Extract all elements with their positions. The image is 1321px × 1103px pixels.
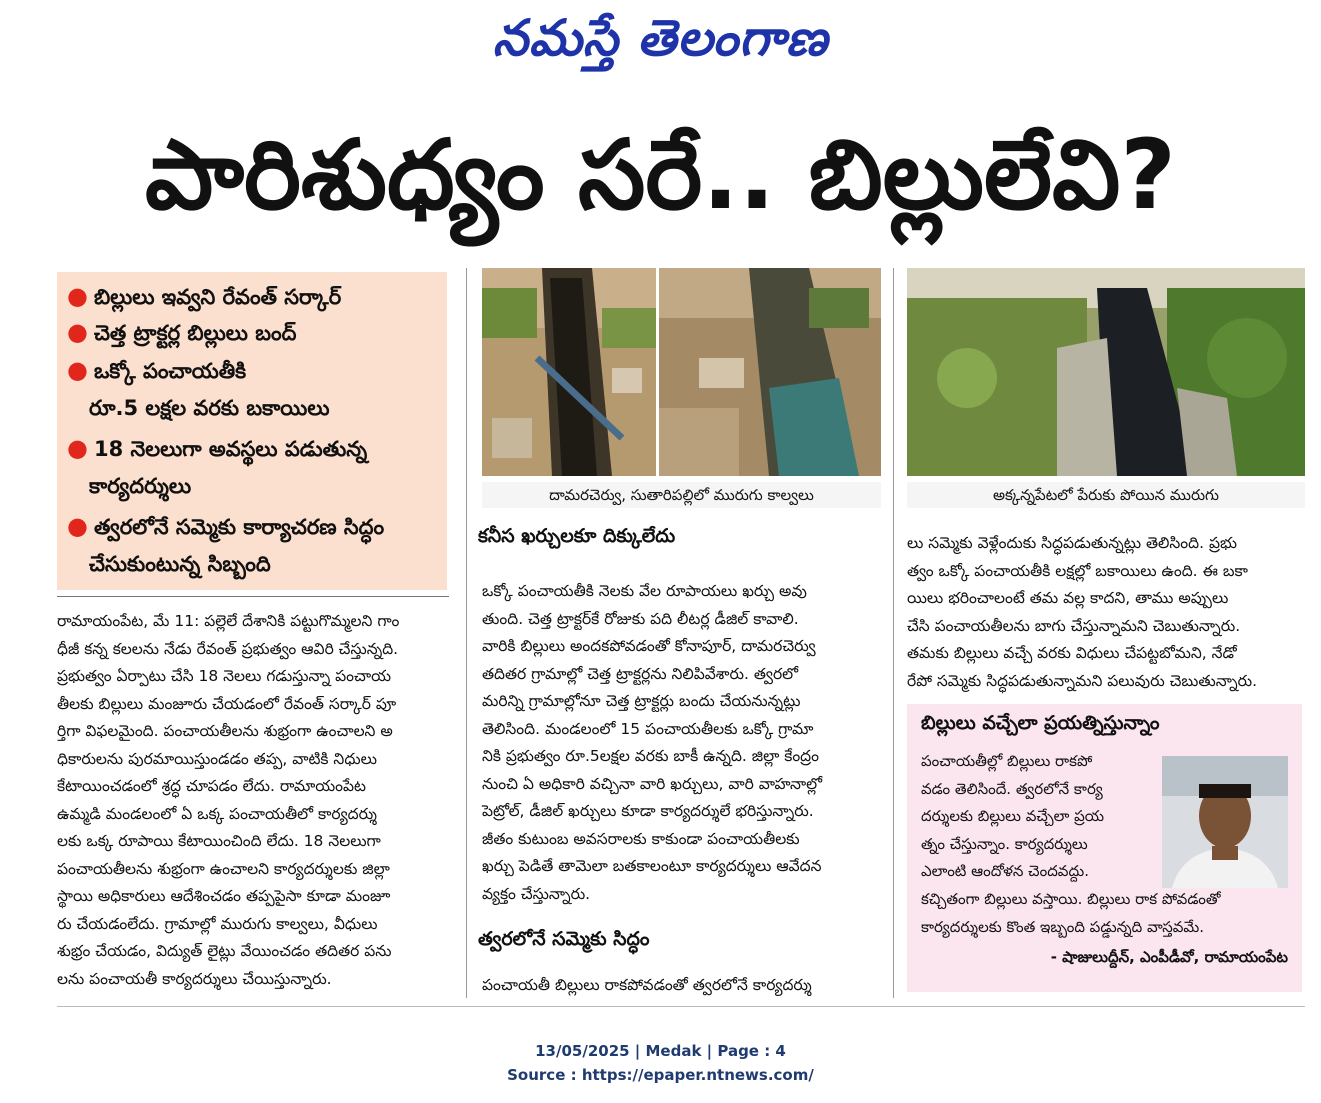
quote-signature: - షాజులుద్దీన్, ఎంపీడీవో, రామాయంపేట: [1050, 948, 1288, 966]
quote-line: పంచాయతీల్లో బిల్లులు రాకపో: [921, 752, 1093, 770]
highlight-item-continued: కార్యదర్శులు: [89, 474, 192, 498]
bullet-icon: ●: [67, 282, 88, 310]
footer-divider: [57, 1006, 1305, 1007]
quote-line: కార్యదర్శులకు కొంత ఇబ్బంది పడ్డున్నది వాస్తవమే.: [921, 917, 1205, 936]
article-column-3: [907, 530, 1302, 695]
paragraph-line: పెట్రోల్, డీజిల్ ఖర్చులు కూడా కార్యదర్శులే భరిస్తున్నారు.: [482, 802, 814, 820]
paragraph-line: తెలిసింది. మండలంలో 15 పంచాయతీలకు ఒక్కో గ్రామా: [482, 719, 814, 738]
highlight-item: [67, 280, 442, 313]
paragraph-line: చేసి పంచాయతీలను బాగు చేస్తున్నామని చెబుతున్నారు.: [907, 616, 1241, 635]
photo-caption-left: దామరచెర్వు, సుతారిపల్లిలో మురుగు కాల్వలు: [482, 482, 881, 508]
paragraph-line: వారికి బిల్లులు అందకపోవడంతో కోనాపూర్, దామరచెర్వు: [482, 637, 816, 655]
divider: [57, 596, 449, 597]
article-headline: పారిశుధ్యం సరే.. బిల్లులేవి?: [145, 119, 1176, 231]
quote-line: దర్శులకు బిల్లులు వచ్చేలా ప్రయ: [921, 807, 1105, 825]
paragraph-line: కేటాయించడంలో శ్రద్ధ చూపడం లేదు. రామాయంపేట: [57, 777, 367, 795]
paragraph-line: లకు ఒక్క రూపాయి కేటాయించింది లేదు. 18 నెలలుగా: [57, 832, 381, 850]
paragraph-line: ఒక్కో పంచాయతీకి నెలకు వేల రూపాయలు ఖర్చు అవు: [482, 582, 807, 600]
highlight-text: ఒక్కో పంచాయతీకి: [93, 359, 247, 383]
paragraph-line: తుంది. చెత్త ట్రాక్టర్‌కే రోజుకు పది లీటర్ల డీజిల్ కావాలి.: [482, 609, 799, 628]
paragraph-line: లు సమ్మెకు వెళ్లేందుకు సిద్ధపడుతున్నట్లు తెలిసింది. ప్రభు: [907, 534, 1237, 552]
highlight-item-continued: రూ.5 లక్షల వరకు బకాయిలు: [89, 396, 330, 420]
section-subheading: త్వరలోనే సమ్మెకు సిద్ధం: [478, 928, 650, 950]
article-column-2-tail: [482, 972, 877, 1000]
highlights-box: [57, 272, 447, 590]
highlight-item: [67, 432, 442, 465]
photo-drain-right: [659, 268, 881, 476]
paragraph-line: తమకు బిల్లులు వచ్చే వరకు విధులు చేపట్టబోమని, నేడో: [907, 644, 1237, 662]
highlight-item-continued: చేసుకుంటున్న సిబ్బంది: [89, 552, 271, 576]
quote-line: వడం తెలిసిందే. త్వరలోనే కార్య: [921, 779, 1103, 798]
bullet-icon: ●: [67, 356, 88, 384]
quote-line: త్నం చేస్తున్నాం. కార్యదర్శులు: [921, 834, 1088, 853]
paragraph-line: ప్రభుత్వం ఏర్పాటు చేసి 18 నెలలు గడుస్తున్నా పంచాయ: [57, 667, 392, 685]
bullet-icon: ●: [67, 512, 88, 540]
photo-drain-akkannapet: [907, 268, 1305, 476]
quote-line: కచ్చితంగా బిల్లులు వస్తాయి. బిల్లులు రాక పోవడంతో: [921, 890, 1221, 908]
paragraph-line: నుంచి ఏ అధికారి వచ్చినా వారి ఖర్చులు, వారి వాహనాల్లో: [482, 774, 823, 793]
quote-title: బిల్లులు వచ్చేలా ప్రయత్నిస్తున్నాం: [921, 712, 1160, 734]
paragraph-line: పంచాయతీ బిల్లులు రాకపోవడంతో త్వరలోనే కార్యదర్శు: [482, 976, 812, 994]
paragraph-line: తదితర గ్రామాల్లో చెత్త ట్రాక్టర్లను నిలిపివేశారు. త్వరలో: [482, 664, 799, 683]
paragraph-line: లను పంచాయతీ కార్యదర్శులు చేయిస్తున్నారు.: [57, 969, 332, 988]
paragraph-line: రామాయంపేట, మే 11: పల్లెలే దేశానికి పట్టుగొమ్మలని గాం: [57, 612, 400, 630]
paragraph-line: ఖర్చు పెడితే తామెలా బతకాలంటూ కార్యదర్శులు ఆవేదన: [482, 857, 822, 875]
section-subheading: కనీస ఖర్చులకూ దిక్కులేదు: [478, 525, 676, 547]
paragraph-line: ఉమ్మడి మండలంలో ఏ ఒక్క పంచాయతీలో కార్యదర్శు: [57, 804, 377, 823]
paragraph-line: వ్యక్తం చేస్తున్నారు.: [482, 884, 591, 903]
article-column-2: [482, 578, 877, 908]
highlight-text: 18 నెలలుగా అవస్థలు పడుతున్న: [93, 437, 368, 461]
paragraph-line: రు చేయడంలేదు. గ్రామాల్లో మురుగు కాల్వలు, వీధులు: [57, 914, 378, 933]
footer-date-line: 13/05/2025 | Medak | Page : 4: [535, 1042, 786, 1060]
bullet-icon: ●: [67, 434, 88, 462]
newspaper-masthead: నమస్తే తెలంగాణ: [492, 8, 829, 67]
photo-caption-right: అక్కన్నపేటలో పేరుకు పోయిన మురుగు: [907, 482, 1305, 508]
paragraph-line: రేపో సమ్మెకు సిద్ధపడుతున్నామని పలువురు చెబుతున్నారు.: [907, 671, 1258, 690]
highlight-item: [67, 354, 442, 387]
bullet-icon: ●: [67, 318, 88, 346]
official-portrait: [1162, 756, 1288, 888]
quote-text-short: [921, 748, 1161, 886]
highlight-text: త్వరలోనే సమ్మెకు కార్యాచరణ సిద్ధం: [93, 515, 385, 539]
paragraph-line: నికి ప్రభుత్వం రూ.5లక్షల వరకు బాకీ ఉన్నది. జిల్లా కేంద్రం: [482, 747, 819, 765]
paragraph-line: మరిన్ని గ్రామాల్లోనూ చెత్త ట్రాక్టర్లు బందు చేయనున్నట్లు: [482, 692, 801, 710]
paragraph-line: జీతం కుటుంబ అవసరాలకు కాకుండా పంచాయతీలకు: [482, 829, 800, 848]
paragraph-line: ధికారులను పురమాయిస్తుండడం తప్ప, వాటికి నిధులు: [57, 749, 377, 768]
paragraph-line: శుభ్రం చేయడం, విద్యుత్ లైట్లు వేయించడం తదితర పను: [57, 942, 392, 960]
highlight-text: బిల్లులు ఇవ్వని రేవంత్ సర్కార్: [93, 285, 342, 309]
paragraph-line: స్థాయి అధికారులు ఆదేశించడం తప్పపైసా కూడా మంజూ: [57, 887, 391, 905]
footer-source-link[interactable]: Source : https://epaper.ntnews.com/: [507, 1066, 814, 1084]
highlight-item: [67, 316, 442, 349]
paragraph-line: పంచాయతీలను శుభ్రంగా ఉంచాలని కార్యదర్శులకు జిల్లా: [57, 859, 390, 878]
paragraph-line: ర్తిగా విఫలమైంది. పంచాయతీలను శుభ్రంగా ఉంచాలని అ: [57, 722, 393, 740]
paragraph-line: తీలకు బిల్లులు మంజూరు చేయడంలో రేవంత్ సర్కార్ పూ: [57, 694, 397, 713]
quote-text-full: [921, 886, 1293, 941]
photo-drain-left: [482, 268, 656, 476]
article-column-1: [57, 608, 452, 993]
column-divider: [893, 268, 894, 998]
quote-line: ఎలాంటి ఆందోళన చెందవద్దు.: [921, 862, 1089, 880]
highlight-item: [67, 510, 442, 543]
paragraph-line: యిలు భరించాలంటే తమ వల్ల కాదని, తాము అప్పులు: [907, 589, 1229, 607]
paragraph-line: త్వం ఒక్కో పంచాయతీకి లక్షల్లో బకాయిలు ఉంది. ఈ బకా: [907, 561, 1248, 580]
paragraph-line: ధీజీ కన్న కలలను నేడు రేవంత్ ప్రభుత్వం ఆవిరి చేస్తున్నది.: [57, 639, 399, 658]
official-quote-box: [907, 704, 1302, 992]
highlight-text: చెత్త ట్రాక్టర్ల బిల్లులు బంద్: [93, 321, 297, 345]
column-divider: [466, 268, 467, 998]
